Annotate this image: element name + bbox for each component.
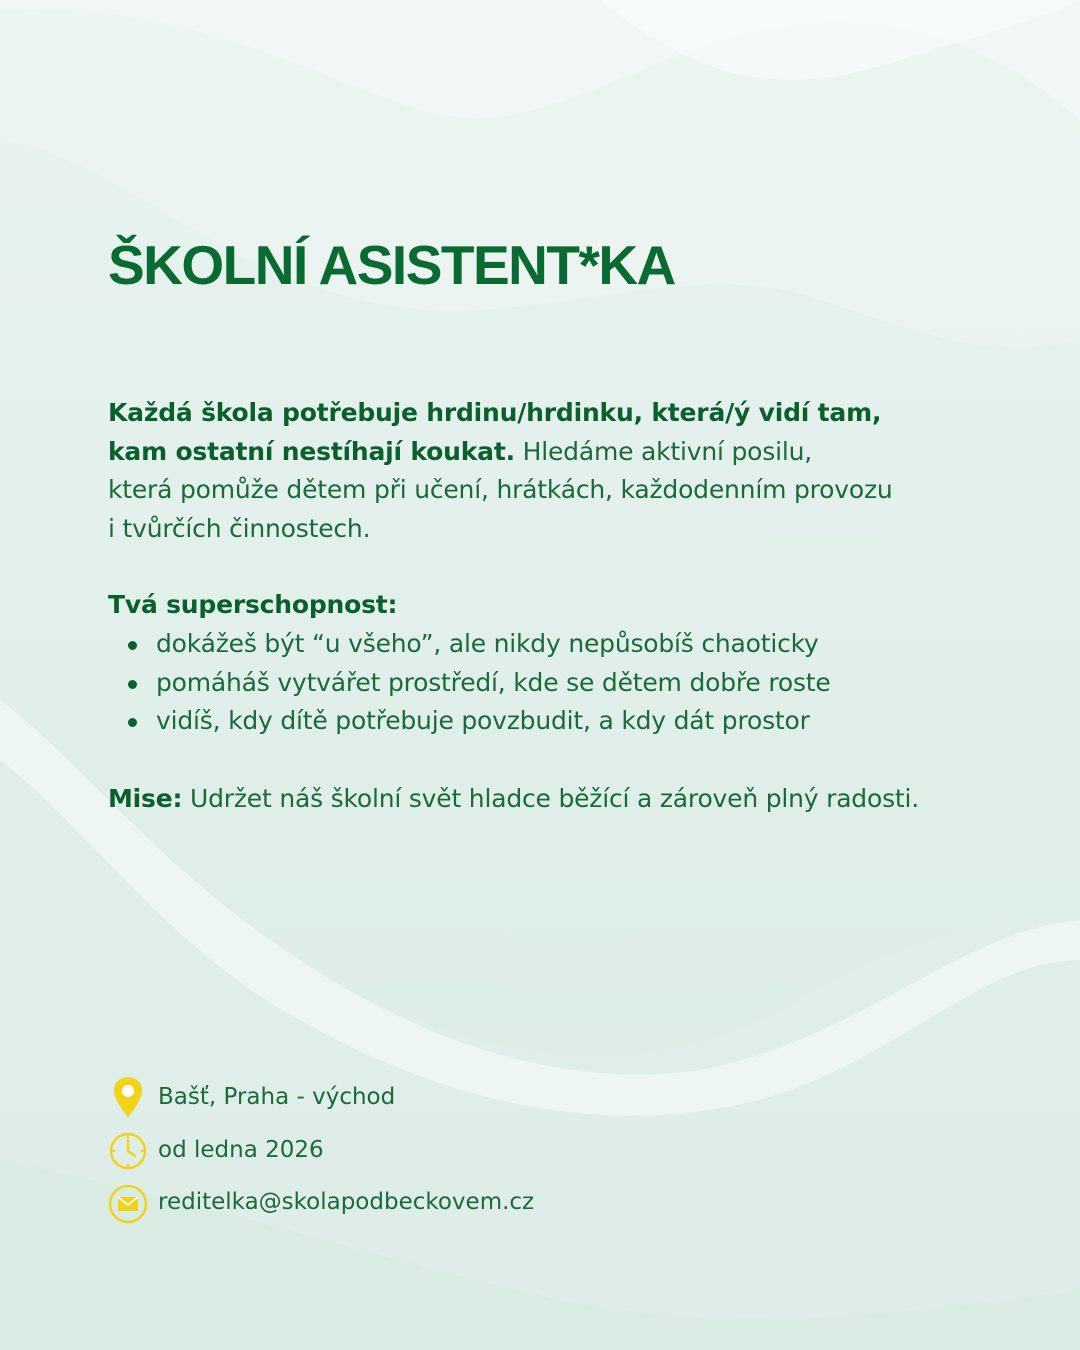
location-pin-icon	[106, 1075, 150, 1119]
clock-icon	[106, 1128, 150, 1172]
intro-line-2	[108, 433, 988, 472]
email-link[interactable]: reditelka@skolapodbeckovem.cz	[158, 1189, 535, 1215]
mission	[108, 780, 919, 819]
superpowers-heading: Tvá superschopnost:	[108, 590, 398, 619]
mission-label: Mise:	[108, 784, 183, 813]
envelope-icon	[106, 1180, 150, 1224]
list-item	[108, 664, 831, 703]
bullet-icon	[128, 718, 137, 727]
intro-paragraph	[108, 394, 988, 548]
list-item	[108, 702, 831, 741]
start-date-text: od ledna 2026	[158, 1137, 324, 1163]
bullet-icon	[128, 641, 137, 650]
location-text: Bašť, Praha - východ	[158, 1084, 396, 1110]
list-item-text: pomáháš vytvářet prostředí, kde se dětem dobře roste	[156, 667, 831, 697]
list-item-text: vidíš, kdy dítě potřebuje povzbudit, a kdy dát prostor	[156, 706, 810, 735]
superpowers-list	[108, 625, 831, 741]
intro-rest-line-2: Hledáme aktivní posilu,	[514, 436, 812, 466]
list-item	[108, 625, 831, 664]
intro-bold-line-2: kam ostatní nestíhají koukat.	[108, 436, 515, 466]
list-item-text: dokážeš být “u všeho”, ale nikdy nepůsobíš chaoticky	[156, 629, 819, 658]
contact-start-date	[106, 1128, 324, 1172]
page-title: ŠKOLNÍ ASISTENT*KA	[108, 234, 675, 296]
intro-bold-line-1: Každá škola potřebuje hrdinu/hrdinku, která/ý vidí tam,	[108, 398, 882, 427]
bullet-icon	[128, 680, 137, 689]
intro-line-3: která pomůže dětem při učení, hrátkách, každodenním provozu	[108, 475, 893, 504]
contact-location	[106, 1075, 395, 1119]
intro-line-4: i tvůrčích činnostech.	[108, 513, 371, 543]
contact-email	[106, 1180, 534, 1224]
mission-text: Udržet náš školní svět hladce běžící a zároveň plný radosti.	[182, 784, 919, 813]
